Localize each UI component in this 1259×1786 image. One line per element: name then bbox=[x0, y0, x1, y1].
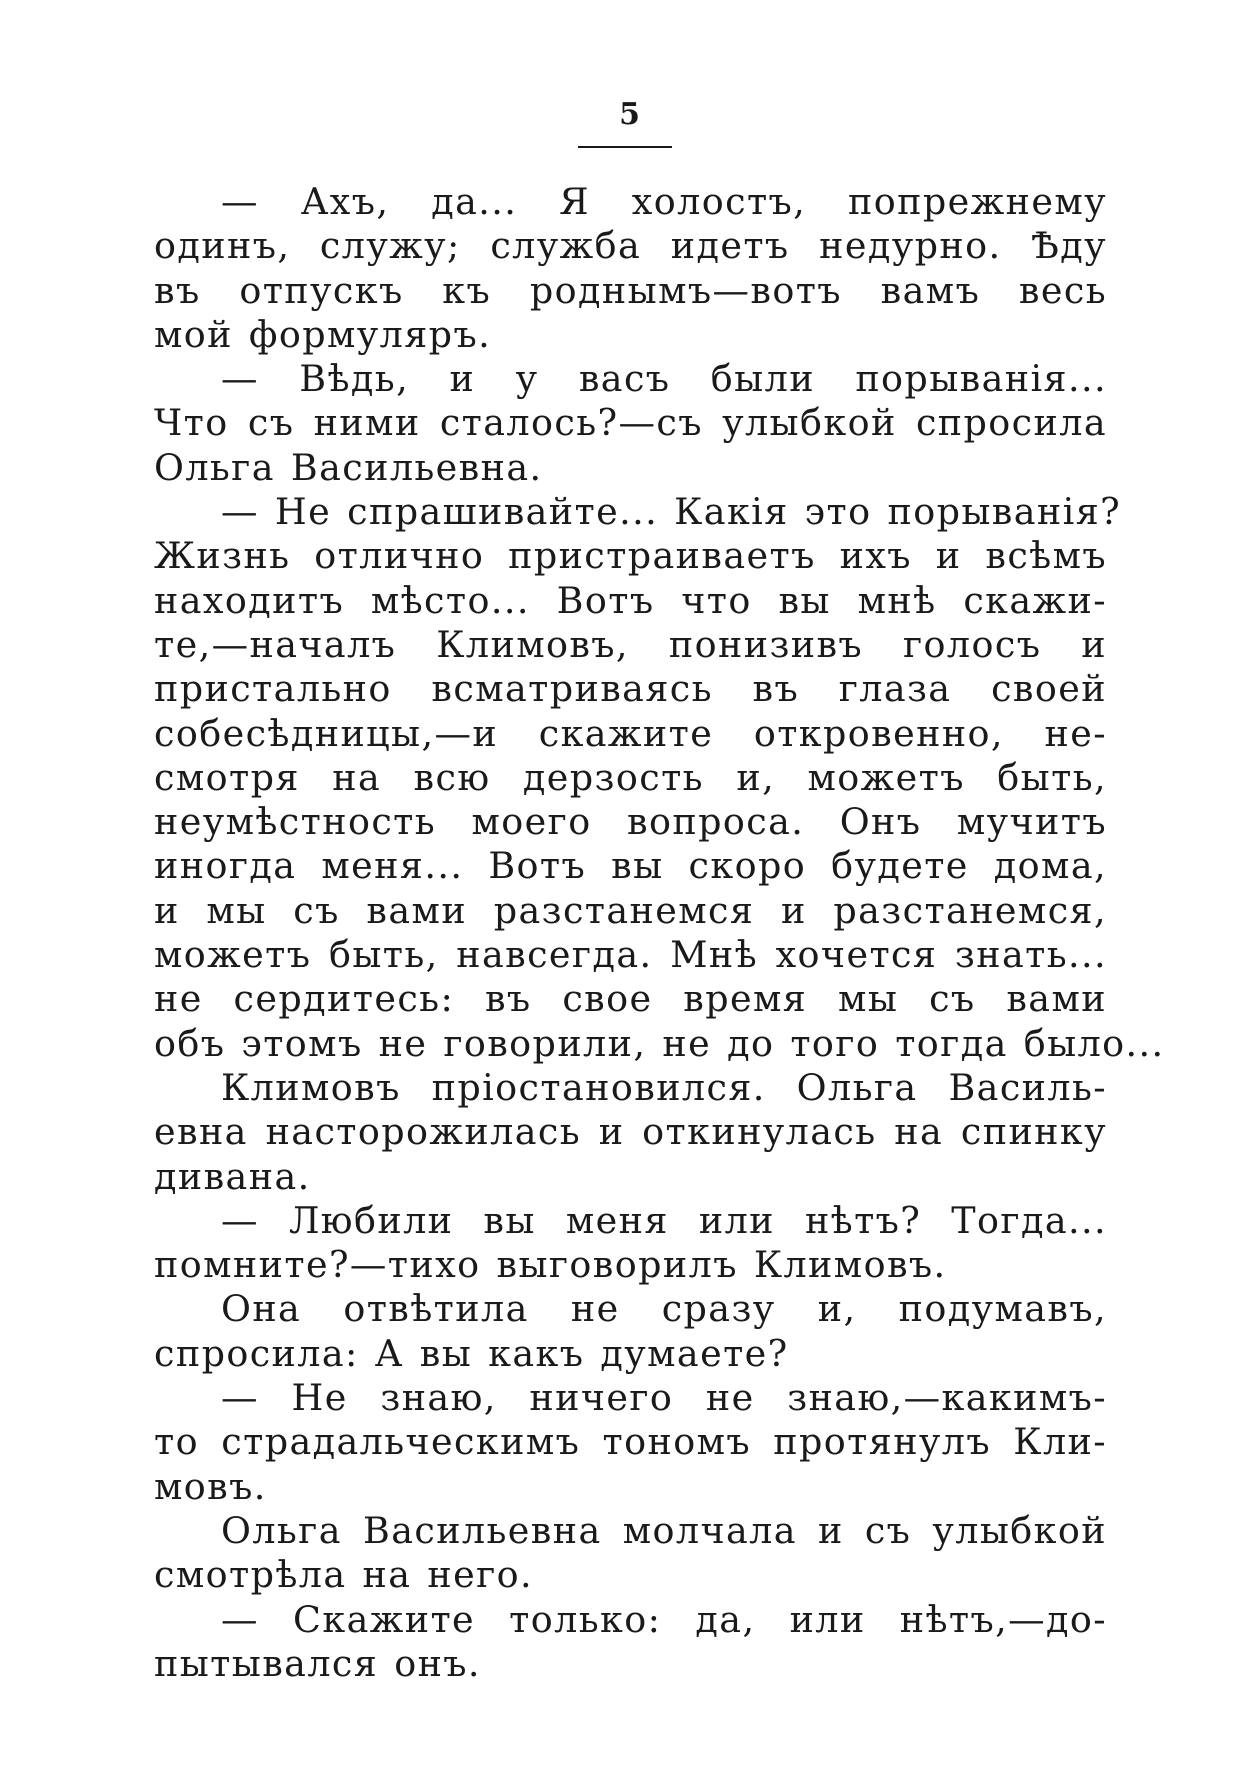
text-line: помните?—тихо выговорилъ Климовъ. bbox=[154, 1243, 947, 1287]
text-line: — Вѣдь, и у васъ были порыванія... bbox=[221, 357, 1107, 401]
text-line: пытывался онъ. bbox=[154, 1641, 481, 1685]
text-line: — Ахъ, да... Я холостъ, попрежнему bbox=[221, 180, 1107, 223]
text-line: — Не спрашивайте... Какія это порыванія? bbox=[221, 490, 1122, 534]
text-line: иногда меня... Вотъ вы скоро будете дома, bbox=[154, 844, 1107, 888]
text-line: — Любили вы меня или нѣтъ? Тогда... bbox=[221, 1198, 1107, 1242]
text-line: и мы съ вами разстанемся и разстанемся, bbox=[154, 888, 1107, 932]
text-line: дивана. bbox=[154, 1154, 311, 1198]
text-line: Она отвѣтила не сразу и, подумавъ, bbox=[221, 1287, 1107, 1331]
text-line: пристально всматриваясь въ глаза своей bbox=[154, 667, 1107, 711]
text-line: смотрѣла на него. bbox=[154, 1553, 534, 1597]
text-line: те,—началъ Климовъ, понизивъ голосъ и bbox=[154, 622, 1107, 666]
text-line: неумѣстность моего вопроса. Онъ мучитъ bbox=[154, 800, 1107, 844]
text-line: евна насторожилась и откинулась на спинку bbox=[154, 1110, 1107, 1154]
text-line: Жизнь отлично пристраиваетъ ихъ и всѣмъ bbox=[154, 534, 1107, 578]
text-line: не сердитесь: въ свое время мы съ вами bbox=[154, 977, 1107, 1021]
text-line: одинъ, служу; служба идетъ недурно. Ѣду bbox=[154, 224, 1107, 268]
text-line: спросила: А вы какъ думаете? bbox=[154, 1331, 789, 1375]
text-line: Климовъ пріостановился. Ольга Василь- bbox=[221, 1065, 1107, 1109]
text-line: то страдальческимъ тономъ протянулъ Кли- bbox=[154, 1420, 1107, 1464]
text-line: мой формуляръ. bbox=[154, 312, 492, 356]
text-line: находитъ мѣсто... Вотъ что вы мнѣ скажи- bbox=[154, 578, 1107, 622]
text-line: — Не знаю, ничего не знаю,—какимъ- bbox=[221, 1376, 1107, 1420]
text-line: смотря на всю дерзость и, можетъ быть, bbox=[154, 755, 1107, 799]
text-line: Что съ ними сталось?—съ улыбкой спросила bbox=[154, 401, 1107, 445]
text-line: объ этомъ не говорили, не до того тогда было... bbox=[154, 1021, 1165, 1065]
text-line: — Скажите только: да, или нѣтъ,—до- bbox=[221, 1597, 1107, 1641]
text-line: мовъ. bbox=[154, 1464, 267, 1508]
page-number-rule bbox=[578, 146, 672, 148]
page-number: 5 bbox=[619, 97, 641, 132]
text-line: Ольга Васильевна. bbox=[154, 445, 543, 489]
text-line: можетъ быть, навсегда. Мнѣ хочется знать... bbox=[154, 933, 1107, 977]
body-text bbox=[154, 180, 1165, 1686]
text-line: въ отпускъ къ роднымъ—вотъ вамъ весь bbox=[154, 268, 1107, 312]
text-line: Ольга Васильевна молчала и съ улыбкой bbox=[221, 1508, 1107, 1552]
text-line: собесѣдницы,—и скажите откровенно, не- bbox=[154, 711, 1107, 755]
